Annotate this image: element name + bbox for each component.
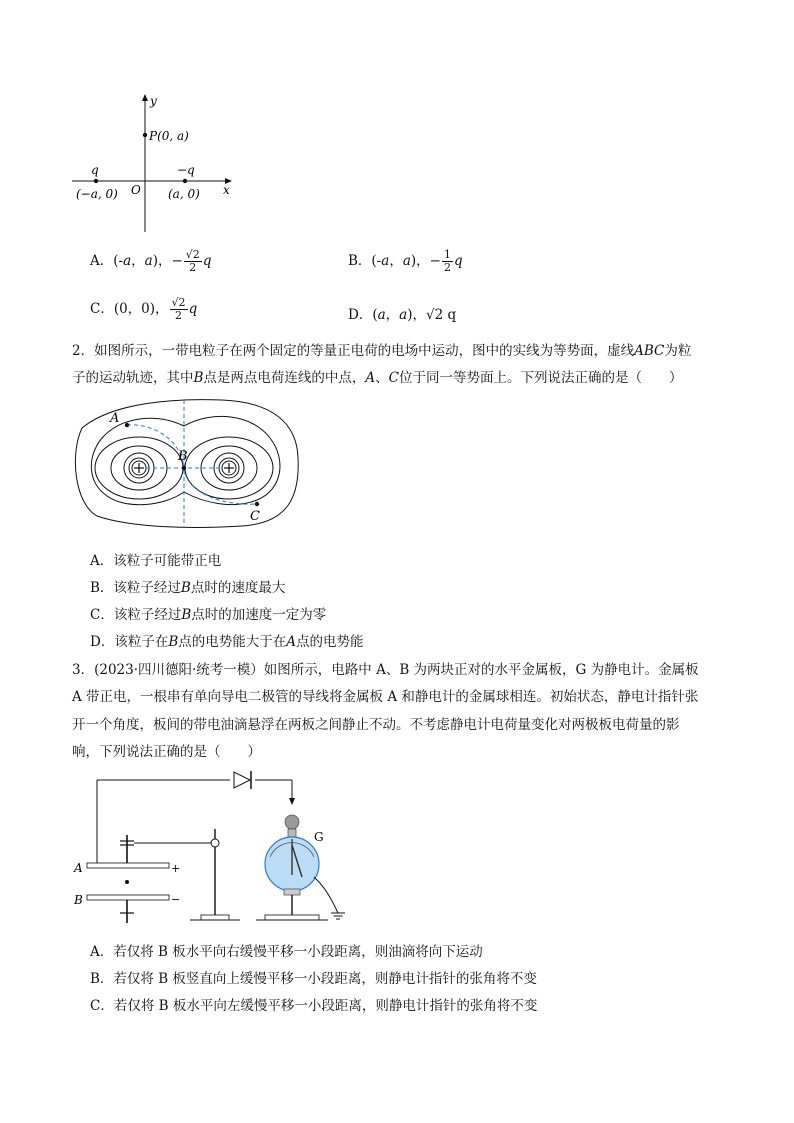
q3-stem-line4: 响，下列说法正确的是（ ） <box>72 744 261 760</box>
label-plate-a: A <box>74 861 83 875</box>
charge-left-label: q <box>91 163 99 177</box>
opt-text: 点的电势能大于在 <box>178 634 287 650</box>
stem-text: 点是两点电荷连线的中点， <box>203 370 366 386</box>
q1-option-c <box>90 297 197 322</box>
q3-option-a: A．若仅将 B 板水平向右缓慢平移一小段距离，则油滴将向下运动 <box>90 944 483 960</box>
opt-text: C．该粒子经过 <box>90 607 182 623</box>
opt-text: 点时的加速度一定为零 <box>191 607 327 623</box>
opt-text: )， <box>410 253 430 269</box>
point-b <box>182 466 186 470</box>
stem-text: 为粒 <box>664 343 692 359</box>
x-axis-label: x <box>223 183 230 197</box>
figure-equipotential <box>72 398 304 530</box>
charge-right-dot <box>183 179 187 183</box>
opt-var: q <box>453 253 463 269</box>
opt-text: D．该粒子在 <box>90 634 169 650</box>
opt-text: )， <box>407 307 426 323</box>
electroscope-ball <box>285 815 299 829</box>
opt-var: B <box>180 580 191 596</box>
q3-stem-line1: 3．(2023·四川德阳·统考一模）如图所示，电路中 A、B 为两块正对的水平金属板，G 为静电计。金属板 <box>72 662 699 678</box>
label-g: G <box>314 830 324 844</box>
plate-a <box>87 863 169 868</box>
q2-stem-line1 <box>72 339 691 359</box>
label-plate-b: B <box>74 893 83 907</box>
label-a: A <box>110 411 120 426</box>
q2-option-b <box>90 576 285 596</box>
opt-text: D．( <box>348 307 378 323</box>
charge-left-dot <box>94 179 98 183</box>
opt-var: a <box>123 253 132 269</box>
opt-text: ， <box>389 253 403 269</box>
opt-text: − <box>171 253 183 269</box>
figure-capacitor-electroscope <box>70 765 360 930</box>
coord-right-label: (a, 0) <box>168 187 200 201</box>
label-b: B <box>178 449 188 464</box>
diode-icon <box>234 771 251 789</box>
stem-text: 子的运动轨迹，其中 <box>72 370 194 386</box>
q3-option-c: C．若仅将 B 板水平向左缓慢平移一小段距离，则静电计指针的张角将不变 <box>90 998 538 1014</box>
point-p-label: P(0, a) <box>149 129 189 143</box>
fraction <box>184 249 202 273</box>
opt-var: B <box>181 607 192 623</box>
opt-text: 点的电势能 <box>296 634 364 650</box>
plus-sign: + <box>171 862 181 875</box>
opt-var: A <box>286 634 296 650</box>
point-p <box>143 133 147 137</box>
opt-text: − <box>429 253 441 269</box>
opt-var: a <box>402 253 411 269</box>
label-c: C <box>250 509 260 524</box>
denominator: 2 <box>443 261 451 274</box>
stem-var: B <box>193 370 204 386</box>
q2-option-d <box>90 630 364 650</box>
opt-var: q <box>202 253 212 269</box>
denominator: 2 <box>175 309 183 322</box>
opt-var: a <box>144 253 153 269</box>
point-a <box>125 423 129 427</box>
plate-b <box>87 895 169 900</box>
figure-coordinate-axes <box>60 88 250 238</box>
minus-sign: − <box>171 893 181 906</box>
q3-option-b: B．若仅将 B 板竖直向上缓慢平移一小段距离，则静电计指针的张角将不变 <box>90 971 537 987</box>
fraction <box>442 249 453 273</box>
q1-option-d <box>348 303 456 323</box>
opt-text: 点时的速度最大 <box>190 580 286 596</box>
q3-stem-line3: 开一个角度，板间的带电油滴悬浮在两板之间静止不动。不考虑静电计电荷量变化对两极板电荷量的影 <box>72 717 680 733</box>
origin-label: O <box>131 183 141 197</box>
stem-text: 、 <box>375 370 389 386</box>
opt-text: B．该粒子经过 <box>90 580 181 596</box>
denominator: 2 <box>189 261 197 274</box>
trajectory-abc <box>127 425 257 504</box>
q2-option-a: A．该粒子可能带正电 <box>90 553 222 569</box>
coord-left-label: (−a, 0) <box>76 187 118 201</box>
q1-option-a <box>90 249 211 274</box>
numerator: 1 <box>443 248 451 262</box>
opt-var: q <box>188 301 198 317</box>
oil-drop <box>125 880 129 884</box>
opt-text: A．(- <box>90 253 124 269</box>
opt-text: ， <box>131 253 145 269</box>
stem-var: A <box>365 370 376 386</box>
y-axis-label: y <box>150 94 157 108</box>
q2-option-c <box>90 603 326 623</box>
opt-text: C．(0，0)， <box>90 301 169 317</box>
numerator: √2 <box>171 296 186 310</box>
fraction <box>170 297 188 321</box>
q2-stem-line2 <box>72 366 683 386</box>
ground-icon <box>331 913 345 919</box>
opt-var: a <box>381 253 390 269</box>
stem-var: C <box>388 370 400 386</box>
q1-option-b <box>348 249 463 274</box>
opt-text: )， <box>152 253 172 269</box>
opt-var: B <box>168 634 179 650</box>
stem-text: 位于同一等势面上。下列说法正确的是（ ） <box>399 370 683 386</box>
q3-stem-line2: A 带正电，一根串有单向导电二极管的导线将金属板 A 和静电计的金属球相连。初始状态，静电计指针张 <box>72 689 699 705</box>
opt-text: B．(- <box>348 253 382 269</box>
opt-text: ， <box>385 307 400 323</box>
numerator: √2 <box>185 248 200 262</box>
charge-right-label: −q <box>177 163 195 177</box>
point-c <box>255 502 259 506</box>
opt-text: √2 q <box>426 307 457 323</box>
opt-var: a <box>399 307 408 323</box>
opt-var: a <box>377 307 386 323</box>
stem-text: 2．如图所示，一带电粒子在两个固定的等量正电荷的电场中运动，图中的实线为等势面，虚线 <box>72 343 635 359</box>
stem-var: ABC <box>634 343 665 359</box>
